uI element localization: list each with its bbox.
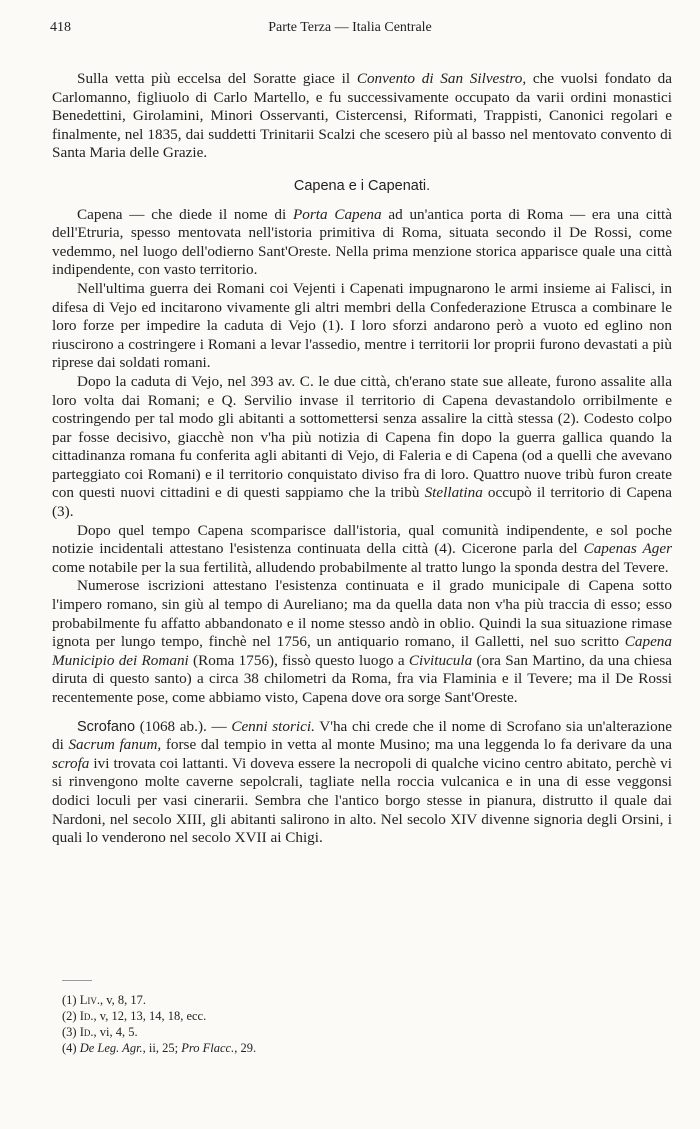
paragraph-war: Nell'ultima guerra dei Romani coi Vejenti i Capenati impugnarono le armi insieme ai Falisci, in difesa di Vejo ed incitarono vivamente gli altri membri della Confederazione Etrusca a combinare le loro forze per impedire la caduta di Vejo (1). I loro sforzi andarono però a vuoto ed eglino non riuscirono a costringere i Romani a levar l'assedio, mentre i territorii lor proprii furono devastati a più riprese dai soldati romani. [52, 279, 672, 372]
footnote-3: (3) Id., vi, 4, 5. [62, 1025, 138, 1039]
body-text [52, 70, 672, 848]
footnote-1: (1) Liv., v, 8, 17. [62, 993, 147, 1007]
paragraph-inscriptions: Numerose iscrizioni attestano l'esistenza continuata e il grado municipale di Capena sotto l'impero romano, sin giù al tempo di Aureliano; ma da quella data non v'ha più traccia di esso; esso probabilmente fu affatto abbandonato e il nome stesso andò in oblio. Quindi la sua situazione rimase ignota per lungo tempo, finchè nel 1756, un antiquario romano, il Galletti, nel suo scritto Capena Municipio dei Romani (Roma 1756), fissò questo luogo a Civitucula (ora San Martino, da una chiesa diruta di questo santo) a circa 38 chilometri da Roma, fra via Flaminia e il Tevere; ma il De Rossi recentemente pose, come abbiamo visto, Capena dove ora sorge Sant'Oreste. [52, 577, 672, 706]
footnotes [62, 992, 662, 1056]
footnote-separator [62, 980, 92, 981]
paragraph-capena-intro: Capena — che diede il nome di Porta Capena ad un'antica porta di Roma — era una città dell'Etruria, spesso mentovata nell'istoria primitiva di Roma, situata secondo il De Rossi, come vedemmo, nel luogo dell'odierno Sant'Oreste. Nella prima menzione storica apparisce quale una città indipendente, con vasto territorio. [52, 205, 673, 279]
paragraph-after-vejo: Dopo la caduta di Vejo, nel 393 av. C. le due città, ch'erano state sue alleate, furono assalite alla loro volta dai Romani; e Q. Servilio invase il territorio di Capena devastandolo orribilmente e costringendo per tal modo gli abitanti a sottomettersi senza assalire la città stessa (2). Codesto colpo par fosse decisivo, giacchè non v'ha più notizia di Capena fin dopo la guerra gallica quando la cittadinanza romana fu conferita agli abitanti di Vejo, di Faleria e di Capena (od a quelli che avevano parteggiato coi Romani) e il territorio conquistato diviso fra di loro. Quattro nuove tribù furon create con questi nuovi cittadini e di questi sappiamo che la tribù Stellatina occupò il territorio di Capena (3). [52, 372, 672, 521]
running-head: Parte Terza — Italia Centrale [268, 20, 432, 35]
paragraph-disappearance: Dopo quel tempo Capena scomparisce dall'istoria, qual comunità indipendente, e sol poche notizie incidentali attestano l'esistenza continuata della città (4). Cicerone parla del Capenas Ager come notabile per la sua fertilità, alludendo probabilmente al tratto lungo la sponda destra del Tevere. [52, 521, 673, 576]
footnote-4: (4) De Leg. Agr., ii, 25; Pro Flacc., 29. [62, 1041, 257, 1055]
page-header [50, 20, 650, 44]
paragraph-soratte: Sulla vetta più eccelsa del Soratte giace il Convento di San Silvestro, che vuolsi fondato da Carlomanno, figliuolo di Carlo Martello, e fu successivamente occupato da varii ordini monastici Benedettini, Girolamini, Minori Osservanti, Cistercensi, Riformati, Trappisti, Canonici regolari e finalmente, nel 1835, dai suddetti Trinitarii Scalzi che scesero più al basso nel mentovato convento di Santa Maria delle Grazie. [52, 70, 672, 162]
paragraph-scrofano: Scrofano (1068 ab.). — Cenni storici. V'ha chi crede che il nome di Scrofano sia un'alterazione di Sacrum fanum, forse dal tempio in vetta al monte Musino; ma una leggenda lo fa derivare da una scrofa ivi trovata coi lattanti. Vi doveva essere la necropoli di qualche vicino centro abitato, perchè vi si rinvengono molte caverne sepolcrali, tagliate nella roccia vulcanica e in una di esse veggonsi dodici loculi per vasi cinerarii. Sembra che l'antico borgo stesse in pianura, distrutto il quale dai Nardoni, nel secolo XIII, gli abitanti salirono in alto. Nel secolo XIV divenne signoria degli Orsini, i quali lo venderono nel secolo XVII ai Chigi. [52, 717, 673, 847]
section-title: Capena e i Capenati. [293, 177, 431, 194]
page-number: 418 [50, 20, 71, 35]
footnote-2: (2) Id., v, 12, 13, 14, 18, ecc. [62, 1009, 207, 1023]
